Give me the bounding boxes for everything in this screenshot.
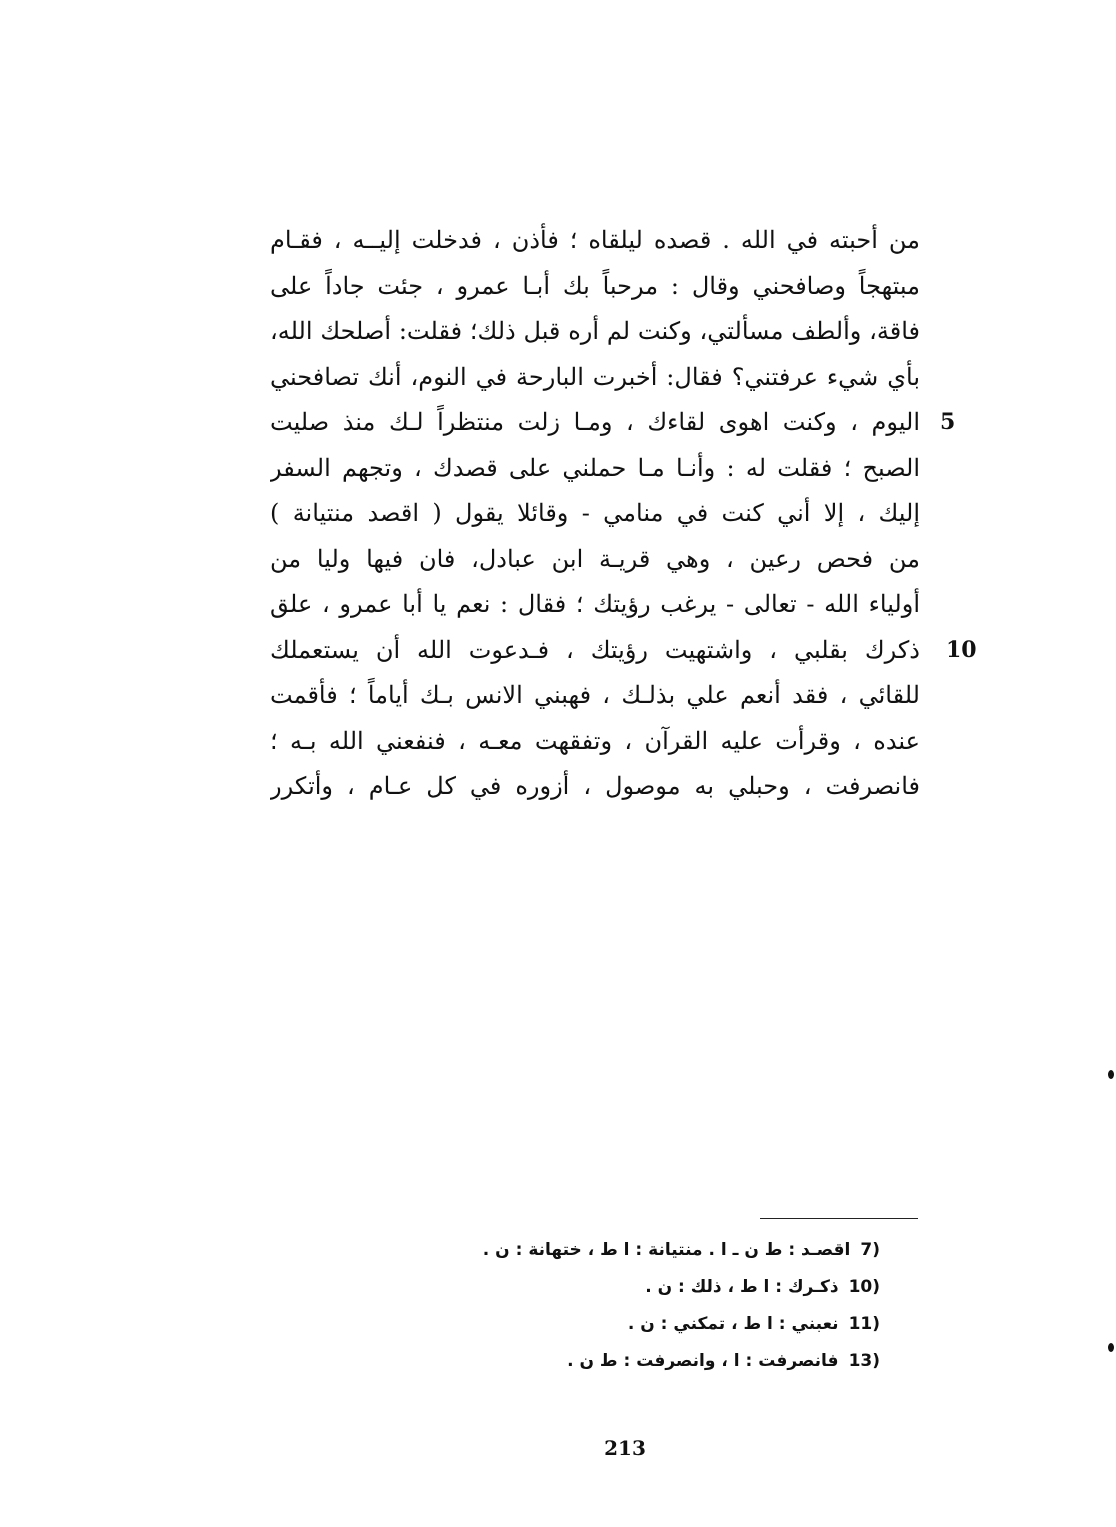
text-line: فاقة، وألطف مسألتي، وكنت لم أره قبل ذلك؛ فقلت: أصلحك الله، [270, 317, 920, 345]
text-line: فانصرفت ، وحبلي به موصول ، أزوره في كل عـام ، وأتكرر [270, 772, 920, 800]
scan-speck [1108, 1343, 1114, 1352]
footnotes [380, 1232, 880, 1380]
line-number-5: 5 [940, 409, 956, 435]
text-line: إليك ، إلا أني كنت في منامي - وقائلا يقول ( اقصد منتيانة ) [270, 499, 920, 527]
footnote [380, 1306, 880, 1343]
footnote-divider [760, 1218, 918, 1219]
footnote-number: 11) [848, 1314, 880, 1334]
footnote [380, 1269, 880, 1306]
footnote-text: فانصرفت : ا ، وانصرفت : ط ن . [567, 1351, 839, 1371]
footnote [380, 1232, 880, 1269]
text-line: من فحص رعين ، وهي قريـة ابن عبادل، فان فيها وليا من [270, 544, 920, 573]
text-line: من أحبته في الله . قصده ليلقاه ؛ فأذن ، فدخلت إليــه ، فقـام [270, 226, 920, 254]
text-line: اليوم ، وكنت اهوى لقاءك ، ومـا زلت منتظراً لـك منذ صليت [270, 408, 920, 436]
text-line: مبتهجاً وصافحني وقال : مرحباً بك أبـا عمرو ، جئت جاداً على [270, 271, 920, 300]
footnote-text: ذكـرك : ا ط ، ذلك : ن . [645, 1277, 839, 1297]
footnote [380, 1343, 880, 1380]
text-line: الصبح ؛ فقلت له : وأنـا مـا حملني على قصدك ، وتجهم السفر [270, 453, 920, 482]
footnote-text: نعبني : ا ط ، تمكني : ن . [627, 1314, 839, 1334]
text-line: عنده ، وقرأت عليه القرآن ، وتفقهت معـه ، فنفعني الله بـه ؛ [270, 726, 920, 755]
footnote-text: اقصـد : ط ن ـ ا . منتيانة : ا ط ، ختهانة : ن . [482, 1240, 851, 1260]
text-line: أولياء الله - تعالى - يرغب رؤيتك ؛ فقال : نعم يا أبا عمرو ، علق [270, 590, 920, 618]
footnote-number: 10) [848, 1277, 880, 1297]
main-text [270, 218, 920, 810]
text-line: بأي شيء عرفتني؟ فقال: أخبرت البارحة في النوم، أنك تصافحني [270, 362, 920, 391]
footnote-number: 13) [848, 1351, 880, 1371]
footnote-number: 7) [860, 1240, 880, 1260]
scan-speck [1108, 1070, 1114, 1079]
page-number: 213 [604, 1436, 646, 1460]
text-line: للقائي ، فقد أنعم علي بذلـك ، فهبني الانس بـك أياماً ؛ فأقمت [270, 681, 920, 709]
line-number-10: 10 [946, 636, 977, 663]
text-line: ذكرك بقلبي ، واشتهيت رؤيتك ، فـدعوت الله أن يستعملك [270, 635, 920, 664]
